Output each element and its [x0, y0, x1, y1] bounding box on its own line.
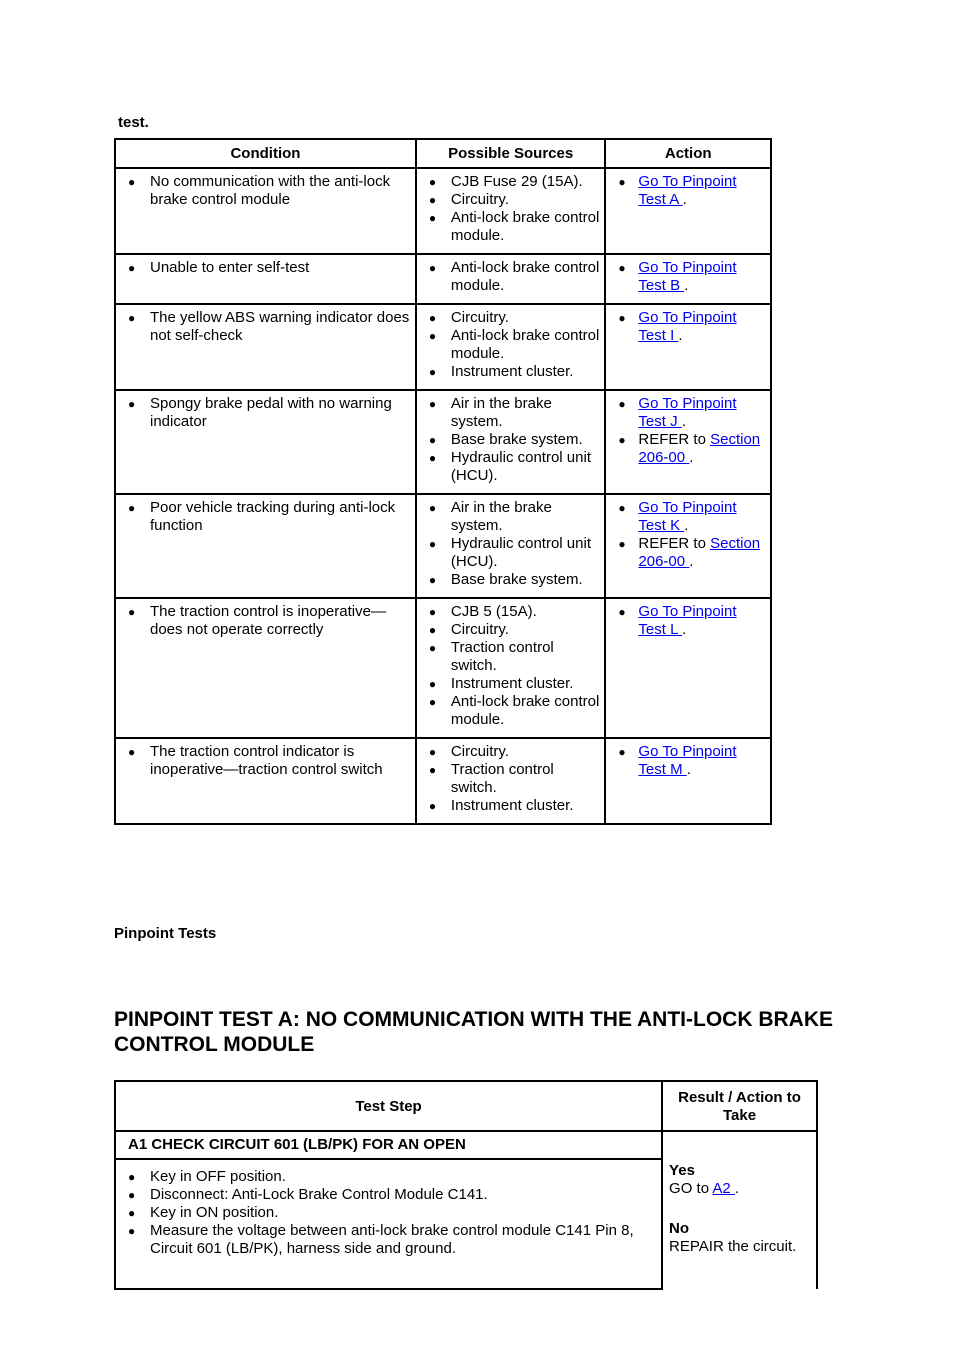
action-item [610, 603, 766, 639]
condition-cell [115, 168, 416, 254]
pinpoint-test-title: PINPOINT TEST A: NO COMMUNICATION WITH THE ANTI-LOCK BRAKE CONTROL MODULE [114, 1008, 834, 1056]
source-item: ● Air in the brake system. [421, 499, 600, 535]
pinpoint-link[interactable]: Go To Pinpoint Test K [638, 499, 737, 534]
action-cell [605, 494, 771, 598]
action-prefix: REFER to [638, 431, 711, 448]
header-condition: Condition [115, 139, 416, 168]
step-body [116, 1158, 661, 1288]
no-label: No [669, 1220, 690, 1237]
action-item [610, 535, 766, 571]
sources-cell [416, 494, 605, 598]
source-item: ● Instrument cluster. [421, 363, 600, 381]
source-item: ● Air in the brake system. [421, 395, 600, 431]
condition-text: ● No communication with the anti-lock brake control module [120, 173, 411, 209]
pinpoint-link[interactable]: Section 206-00 [638, 431, 761, 466]
sources-cell [416, 390, 605, 494]
section-heading: Pinpoint Tests [114, 925, 217, 942]
condition-text: ● Poor vehicle tracking during anti-lock function [120, 499, 411, 535]
action-suffix: . [686, 761, 691, 778]
action-cell [605, 598, 771, 738]
action-cell [605, 390, 771, 494]
pinpoint-link[interactable]: Go To Pinpoint Test L [638, 603, 737, 638]
condition-text: ● The yellow ABS warning indicator does not self-check [120, 309, 411, 345]
sources-cell [416, 738, 605, 824]
header-possible-sources: Possible Sources [416, 139, 605, 168]
symptom-row [115, 254, 771, 304]
action-suffix: . [689, 449, 694, 466]
source-item: ● Circuitry. [421, 309, 600, 327]
step-title: A1 CHECK CIRCUIT 601 (LB/PK) FOR AN OPEN [128, 1136, 466, 1153]
action-cell [605, 738, 771, 824]
symptom-chart [114, 138, 772, 825]
action-suffix: . [682, 621, 687, 638]
header-action: Action [605, 139, 771, 168]
sources-cell [416, 304, 605, 390]
action-suffix: . [678, 327, 683, 344]
action-cell [605, 168, 771, 254]
symptom-row [115, 390, 771, 494]
source-item: ● Base brake system. [421, 431, 600, 449]
step-list [120, 1168, 657, 1258]
header-test-step: Test Step [115, 1081, 662, 1131]
source-item: ● Traction control switch. [421, 761, 600, 797]
action-cell [605, 254, 771, 304]
pinpoint-link[interactable]: Go To Pinpoint Test J [638, 395, 737, 430]
condition-cell [115, 390, 416, 494]
yes-label: Yes [669, 1162, 695, 1179]
condition-cell [115, 254, 416, 304]
step-item: ● Key in OFF position. [120, 1168, 657, 1186]
pinpoint-link[interactable]: Go To Pinpoint Test I [638, 309, 737, 344]
source-item: ● Anti-lock brake control module. [421, 327, 600, 363]
pinpoint-link[interactable]: Go To Pinpoint Test B [638, 259, 737, 294]
condition-cell [115, 304, 416, 390]
yes-after: . [734, 1180, 740, 1197]
source-item: ● Anti-lock brake control module. [421, 259, 600, 295]
no-text: REPAIR the circuit. [669, 1238, 797, 1255]
action-item [610, 499, 766, 535]
action-item [610, 431, 766, 467]
condition-cell [115, 598, 416, 738]
action-item [610, 259, 766, 295]
pinpoint-link[interactable]: Section 206-00 [638, 535, 761, 570]
action-item [610, 395, 766, 431]
source-item: ● Circuitry. [421, 621, 600, 639]
condition-cell [115, 738, 416, 824]
pinpoint-test-table [114, 1080, 818, 1290]
source-item: ● Traction control switch. [421, 639, 600, 675]
symptom-row [115, 168, 771, 254]
condition-text: ● Unable to enter self-test [120, 259, 411, 277]
source-item: ● Instrument cluster. [421, 675, 600, 693]
sources-cell [416, 168, 605, 254]
action-prefix: REFER to [638, 535, 711, 552]
yes-text: GO to [669, 1180, 713, 1197]
action-suffix: . [689, 553, 694, 570]
source-item: ● Anti-lock brake control module. [421, 693, 600, 729]
result-cell [662, 1131, 817, 1289]
source-item: ● Base brake system. [421, 571, 600, 589]
action-cell [605, 304, 771, 390]
header-result-action: Result / Action to Take [662, 1081, 817, 1131]
intro-text: test. [118, 114, 149, 131]
step-item: ● Key in ON position. [120, 1204, 657, 1222]
action-suffix: . [681, 413, 686, 430]
source-item: ● Hydraulic control unit (HCU). [421, 449, 600, 485]
step-item: ● Disconnect: Anti-Lock Brake Control Module C141. [120, 1186, 657, 1204]
action-suffix: . [684, 277, 689, 294]
pinpoint-link[interactable]: Go To Pinpoint Test A [638, 173, 737, 208]
pinpoint-link[interactable]: Go To Pinpoint Test M [638, 743, 737, 778]
test-step-cell [115, 1131, 662, 1289]
action-item [610, 309, 766, 345]
action-suffix: . [684, 517, 689, 534]
source-item: ● CJB 5 (15A). [421, 603, 600, 621]
sources-cell [416, 598, 605, 738]
symptom-row [115, 598, 771, 738]
source-item: ● Circuitry. [421, 743, 600, 761]
symptom-chart-body [115, 168, 771, 824]
symptom-row [115, 494, 771, 598]
action-suffix: . [682, 191, 687, 208]
condition-text: ● Spongy brake pedal with no warning indicator [120, 395, 411, 431]
condition-text: ● The traction control is inoperative—does not operate correctly [120, 603, 411, 639]
action-item [610, 743, 766, 779]
source-item: ● Anti-lock brake control module. [421, 209, 600, 245]
symptom-row [115, 304, 771, 390]
link-a2[interactable]: A2 [712, 1180, 735, 1197]
source-item: ● Hydraulic control unit (HCU). [421, 535, 600, 571]
step-item: ● Measure the voltage between anti-lock brake control module C141 Pin 8, Circuit 601 (LB/PK), harness side and ground. [120, 1222, 657, 1258]
condition-text: ● The traction control indicator is inoperative—traction control switch [120, 743, 411, 779]
source-item: ● CJB Fuse 29 (15A). [421, 173, 600, 191]
sources-cell [416, 254, 605, 304]
symptom-row [115, 738, 771, 824]
action-item [610, 173, 766, 209]
source-item: ● Instrument cluster. [421, 797, 600, 815]
source-item: ● Circuitry. [421, 191, 600, 209]
condition-cell [115, 494, 416, 598]
